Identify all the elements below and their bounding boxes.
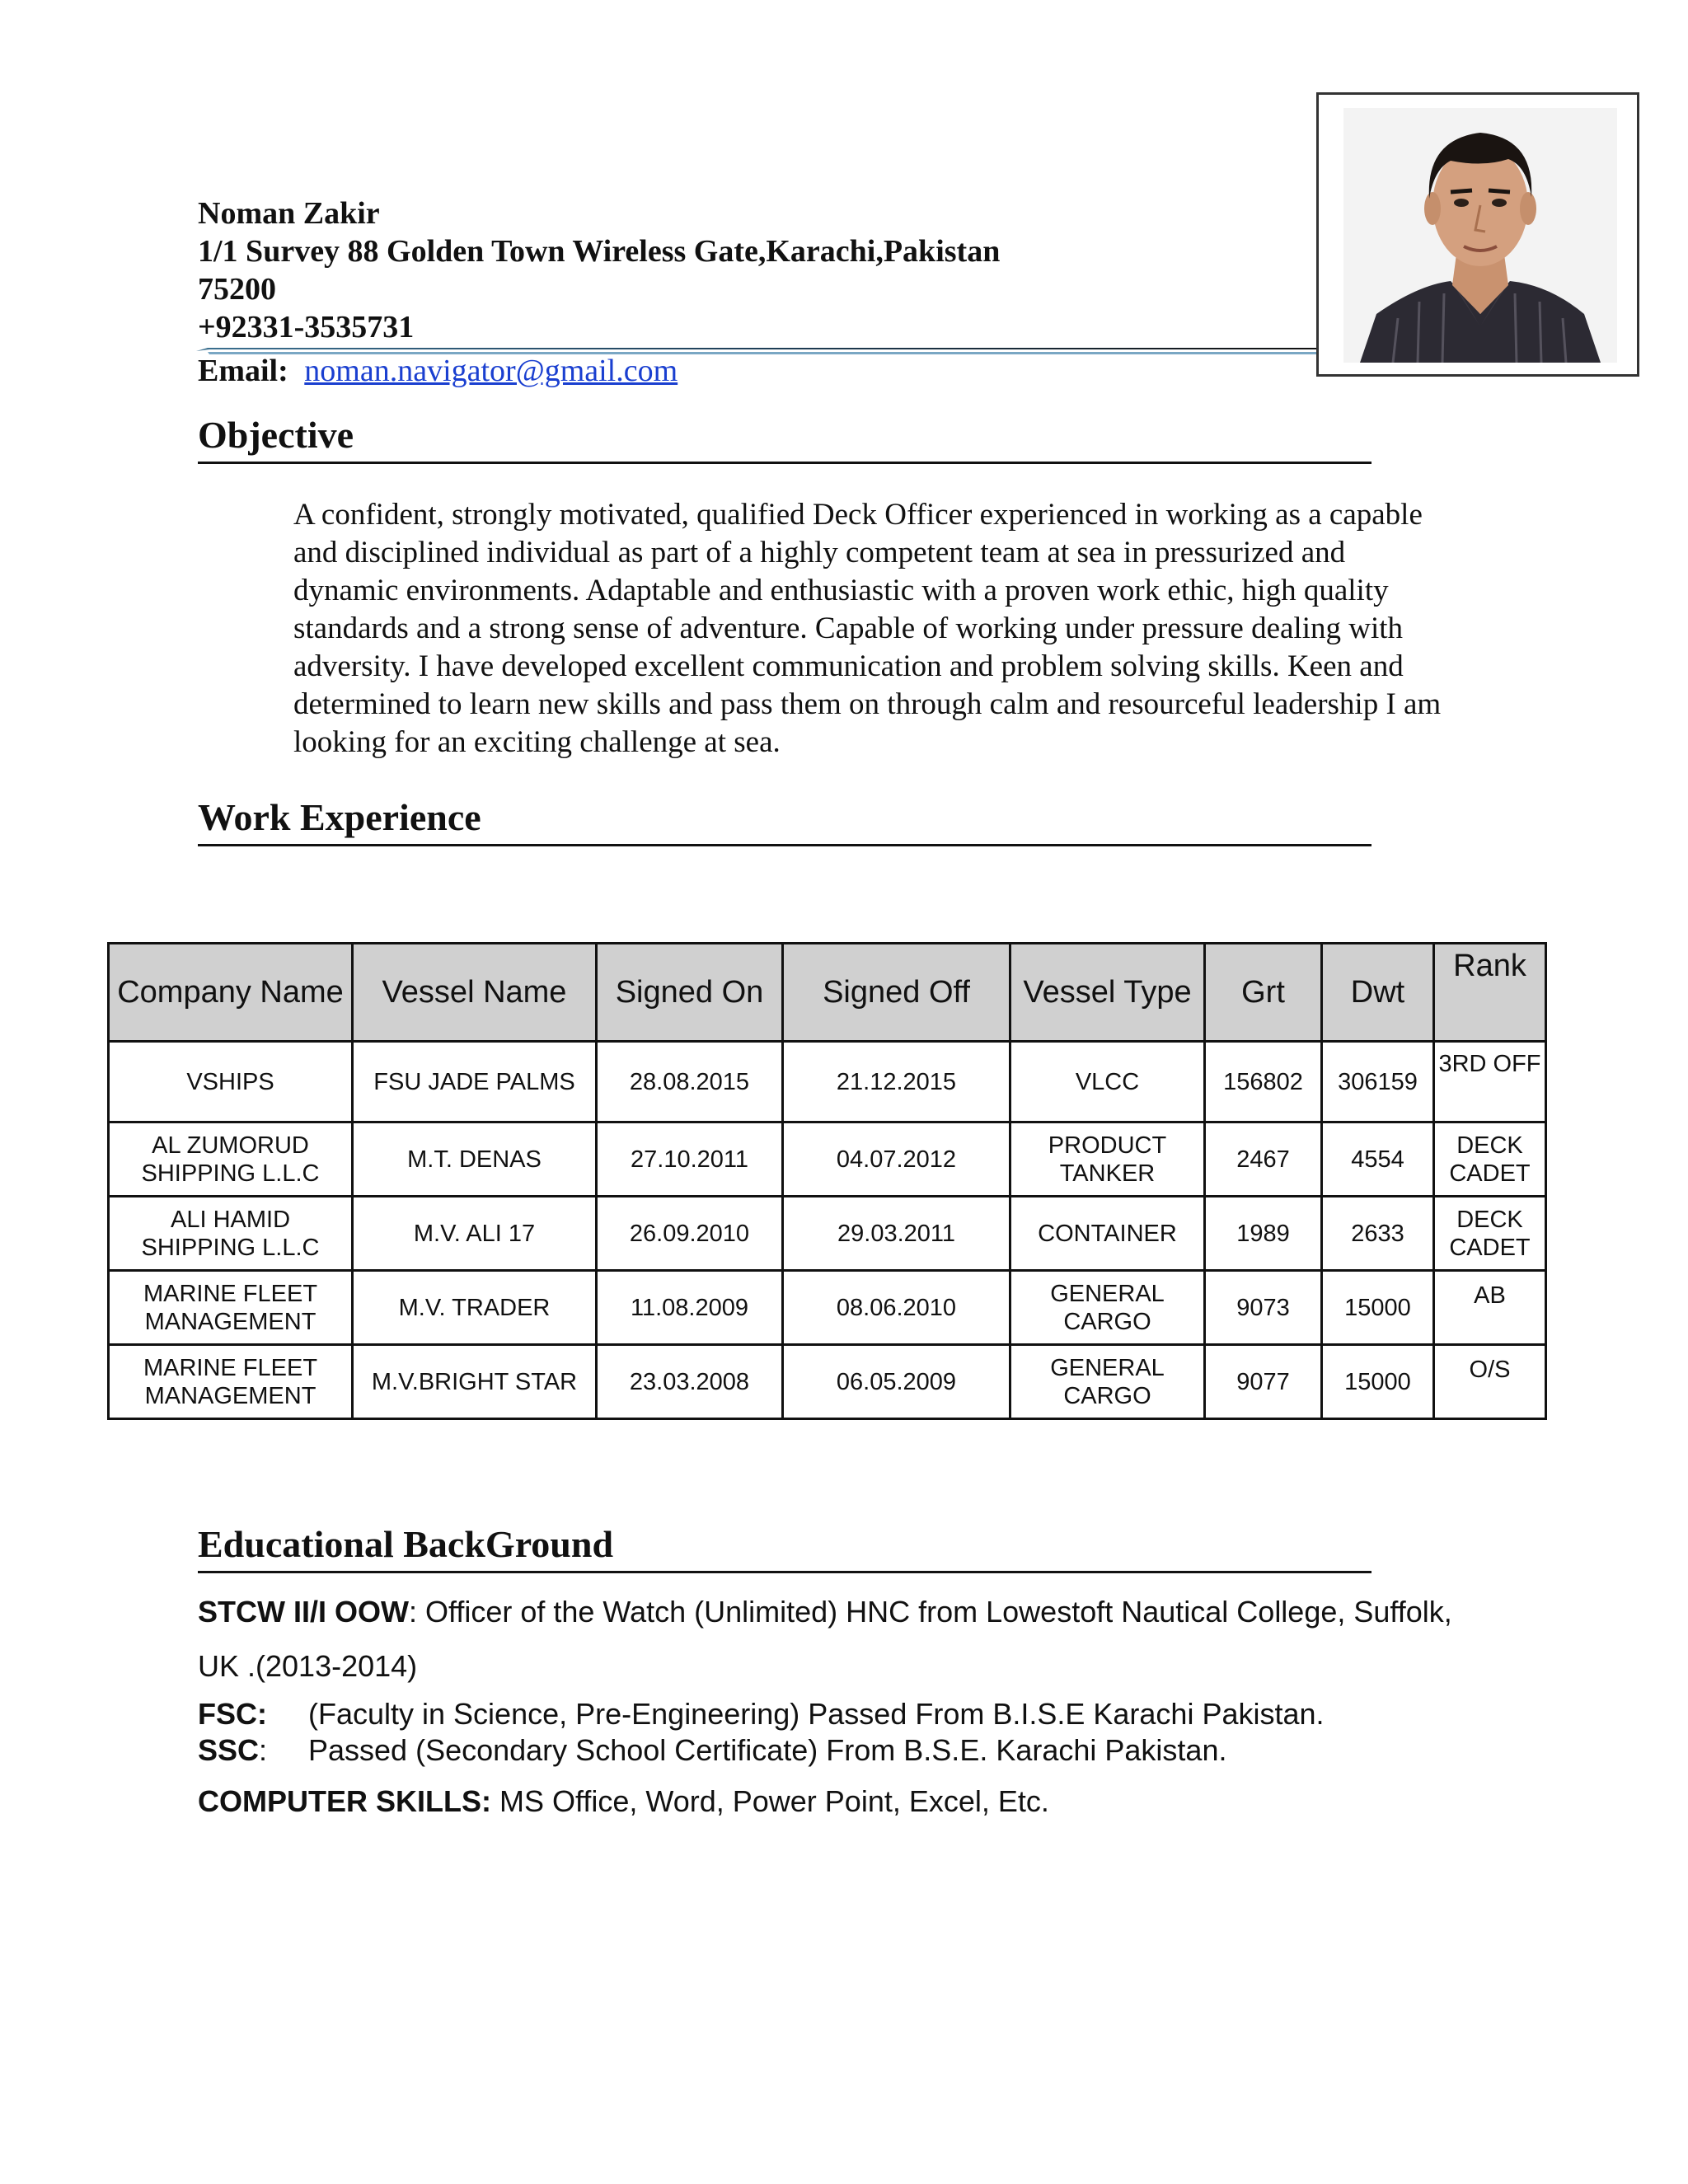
col-signed-on: Signed On	[597, 944, 783, 1042]
grt-cell: 9073	[1205, 1271, 1322, 1345]
signed-on-cell: 28.08.2015	[597, 1042, 783, 1122]
fsc-label: FSC:	[198, 1697, 267, 1731]
signed-on-cell: 27.10.2011	[597, 1122, 783, 1197]
company-cell: ALI HAMID SHIPPING L.L.C	[109, 1197, 353, 1271]
email-link[interactable]: noman.navigator@gmail.com	[304, 354, 678, 388]
fsc-text: (Faculty in Science, Pre-Engineering) Passed From B.I.S.E Karachi Pakistan.	[308, 1697, 1325, 1731]
col-company-name: Company Name	[109, 944, 353, 1042]
rank-cell: DECK CADET	[1434, 1197, 1546, 1271]
grt-cell: 2467	[1205, 1122, 1322, 1197]
rank-cell: DECK CADET	[1434, 1122, 1546, 1197]
rank-cell: O/S	[1434, 1345, 1546, 1419]
vessel-type-cell: GENERAL CARGO	[1010, 1271, 1205, 1345]
dwt-cell: 306159	[1322, 1042, 1434, 1122]
objective-heading: Objective	[198, 412, 1372, 464]
rank-cell: 3RD OFF	[1434, 1042, 1546, 1122]
dwt-cell: 4554	[1322, 1122, 1434, 1197]
vessel-cell: M.V. ALI 17	[353, 1197, 597, 1271]
vessel-type-cell: CONTAINER	[1010, 1197, 1205, 1271]
profile-photo	[1343, 108, 1617, 363]
ssc-colon: :	[259, 1733, 268, 1767]
grt-cell: 9077	[1205, 1345, 1322, 1419]
profile-photo-frame	[1316, 92, 1639, 377]
stcw-label: STCW II/I OOW	[198, 1595, 409, 1629]
signed-off-cell: 04.07.2012	[783, 1122, 1010, 1197]
table-row	[109, 1271, 1546, 1345]
stcw-line	[198, 1594, 1452, 1630]
vessel-cell: M.T. DENAS	[353, 1122, 597, 1197]
work-experience-table	[107, 942, 1547, 1420]
col-vessel-name: Vessel Name	[353, 944, 597, 1042]
table-header-row	[109, 944, 1546, 1042]
signed-off-cell: 21.12.2015	[783, 1042, 1010, 1122]
signed-off-cell: 06.05.2009	[783, 1345, 1010, 1419]
vessel-type-cell: PRODUCT TANKER	[1010, 1122, 1205, 1197]
company-cell: MARINE FLEET MANAGEMENT	[109, 1271, 353, 1345]
vessel-type-cell: GENERAL CARGO	[1010, 1345, 1205, 1419]
dwt-cell: 2633	[1322, 1197, 1434, 1271]
col-dwt: Dwt	[1322, 944, 1434, 1042]
signed-off-cell: 08.06.2010	[783, 1271, 1010, 1345]
objective-text: A confident, strongly motivated, qualified Deck Officer experienced in working as a capable and disciplined individual as part of a highly competent team at sea in pressurized and dynamic environments. Adaptable and enthusiastic with a proven work ethic, high quality standards and a strong sense of adventure. Capable of working under pressure dealing with adversity. I have developed excellent communication and problem solving skills. Keen and determined to learn new skills and pass them on through calm and resourceful leadership I am looking for an exciting challenge at sea.	[293, 498, 1442, 759]
computer-skills-text: MS Office, Word, Power Point, Excel, Etc.	[491, 1784, 1049, 1818]
grt-cell: 156802	[1205, 1042, 1322, 1122]
computer-skills-line	[198, 1783, 1049, 1820]
candidate-name: Noman Zakir	[198, 196, 380, 231]
dwt-cell: 15000	[1322, 1271, 1434, 1345]
fsc-line	[198, 1696, 1325, 1732]
col-grt: Grt	[1205, 944, 1322, 1042]
signed-on-cell: 11.08.2009	[597, 1271, 783, 1345]
email-row	[198, 353, 678, 389]
ssc-line	[198, 1732, 1226, 1769]
address-line-1: 1/1 Survey 88 Golden Town Wireless Gate,Karachi,Pakistan	[198, 234, 1001, 269]
vessel-cell: M.V. TRADER	[353, 1271, 597, 1345]
header	[198, 194, 1104, 346]
col-vessel-type: Vessel Type	[1010, 944, 1205, 1042]
vessel-cell: FSU JADE PALMS	[353, 1042, 597, 1122]
table-row	[109, 1122, 1546, 1197]
col-rank: Rank	[1434, 944, 1546, 1042]
education-heading: Educational BackGround	[198, 1521, 1372, 1573]
signed-on-cell: 26.09.2010	[597, 1197, 783, 1271]
stcw-text: : Officer of the Watch (Unlimited) HNC from Lowestoft Nautical College, Suffolk,	[408, 1595, 1452, 1629]
company-cell: VSHIPS	[109, 1042, 353, 1122]
ssc-label: SSC	[198, 1733, 260, 1767]
signed-off-cell: 29.03.2011	[783, 1197, 1010, 1271]
vessel-type-cell: VLCC	[1010, 1042, 1205, 1122]
table-row	[109, 1345, 1546, 1419]
signed-on-cell: 23.03.2008	[597, 1345, 783, 1419]
vessel-cell: M.V.BRIGHT STAR	[353, 1345, 597, 1419]
company-cell: AL ZUMORUD SHIPPING L.L.C	[109, 1122, 353, 1197]
address-line-2: 75200	[198, 272, 276, 307]
table-row	[109, 1042, 1546, 1122]
rank-cell: AB	[1434, 1271, 1546, 1345]
computer-skills-label: COMPUTER SKILLS:	[198, 1784, 491, 1818]
grt-cell: 1989	[1205, 1197, 1322, 1271]
dwt-cell: 15000	[1322, 1345, 1434, 1419]
ssc-text: Passed (Secondary School Certificate) From B.S.E. Karachi Pakistan.	[308, 1733, 1227, 1767]
work-experience-heading: Work Experience	[198, 794, 1372, 846]
col-signed-off: Signed Off	[783, 944, 1010, 1042]
stcw-line-2: UK .(2013-2014)	[198, 1649, 418, 1683]
company-cell: MARINE FLEET MANAGEMENT	[109, 1345, 353, 1419]
table-row	[109, 1197, 1546, 1271]
phone-number: +92331-3535731	[198, 310, 415, 344]
email-label: Email:	[198, 354, 288, 388]
